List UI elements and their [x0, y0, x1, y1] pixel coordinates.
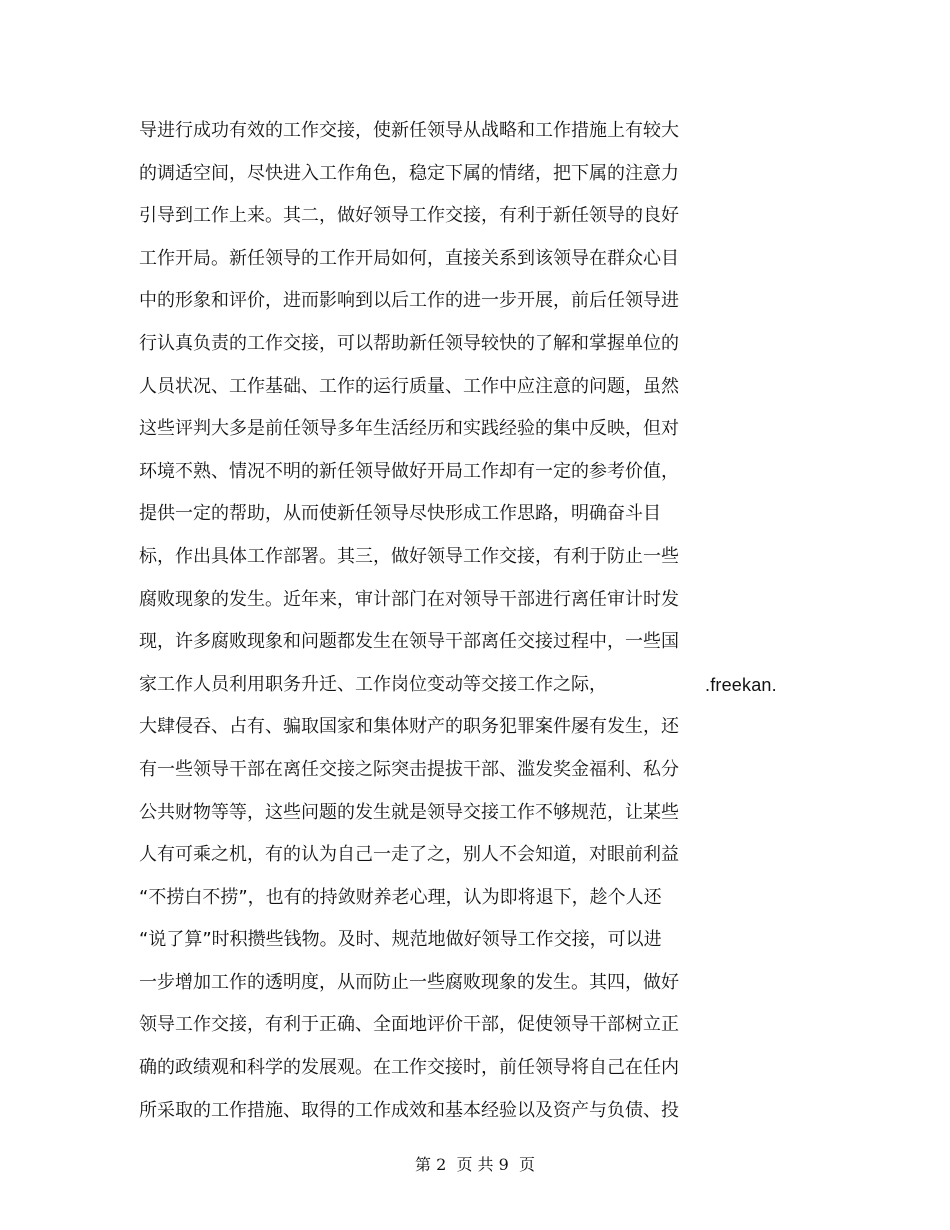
watermark-text: .freekan.: [705, 674, 777, 695]
body-text: [139, 110, 819, 1132]
text-line: “说了算”时积攒些钱物。及时、规范地做好领导工作交接，可以进: [139, 929, 662, 951]
text-line: 导进行成功有效的工作交接，使新任领导从战略和工作措施上有较大: [139, 120, 679, 141]
text-line: 确的政绩观和科学的发展观。在工作交接时，前任领导将自己在任内: [139, 1057, 679, 1079]
text-line: 人有可乘之机，有的认为自己一走了之，别人不会知道，对眼前利益: [139, 844, 679, 866]
page-footer: 第 2 页 共 9 页: [415, 1155, 535, 1174]
text-line-with-mark: [139, 664, 819, 707]
text-line: 腐败现象的发生。近年来，审计部门在对领导干部进行离任审计时发: [139, 588, 679, 610]
text-line: 所采取的工作措施、取得的工作成效和基本经验以及资产与负债、投: [139, 1099, 679, 1121]
text-line: 大肆侵吞、占有、骗取国家和集体财产的职务犯罪案件屡有发生，还: [139, 716, 679, 738]
text-line: 领导工作交接，有利于正确、全面地评价干部，促使领导干部树立正: [139, 1014, 679, 1036]
text-line: 提供一定的帮助，从而使新任领导尽快形成工作思路，明确奋斗目: [139, 503, 661, 525]
text-line: “不捞白不捞”，也有的持敛财养老心理，认为即将退下，趁个人还: [139, 886, 662, 908]
text-line: 引导到工作上来。其二，做好领导工作交接，有利于新任领导的良好: [139, 205, 679, 227]
text-line: 标，作出具体工作部署。其三，做好领导工作交接，有利于防止一些: [139, 545, 679, 567]
text-line: 这些评判大多是前任领导多年生活经历和实践经验的集中反映，但对: [139, 418, 679, 440]
text-line: 人员状况、工作基础、工作的运行质量、工作中应注意的问题，虽然: [139, 375, 679, 397]
text-line: 环境不熟、情况不明的新任领导做好开局工作却有一定的参考价值，: [139, 460, 679, 482]
text-line: 行认真负责的工作交接，可以帮助新任领导较快的了解和掌握单位的: [139, 332, 679, 354]
text-line: 现，许多腐败现象和问题都发生在领导干部离任交接过程中，一些国: [139, 631, 679, 653]
text-line: 的调适空间，尽快进入工作角色，稳定下属的情绪，把下属的注意力: [139, 162, 679, 184]
text-line: 一步增加工作的透明度，从而防止一些腐败现象的发生。其四，做好: [139, 971, 679, 993]
text-line: 有一些领导干部在离任交接之际突击提拔干部、滥发奖金福利、私分: [139, 758, 679, 780]
text-line: 中的形象和评价，进而影响到以后工作的进一步开展，前后任领导进: [139, 290, 679, 312]
text-line: 公共财物等等，这些问题的发生就是领导交接工作不够规范，让某些: [139, 801, 679, 823]
text-line: 工作开局。新任领导的工作开局如何，直接关系到该领导在群众心目: [139, 247, 679, 269]
text-line: 家工作人员利用职务升迁、工作岗位变动等交接工作之际，: [139, 673, 607, 695]
